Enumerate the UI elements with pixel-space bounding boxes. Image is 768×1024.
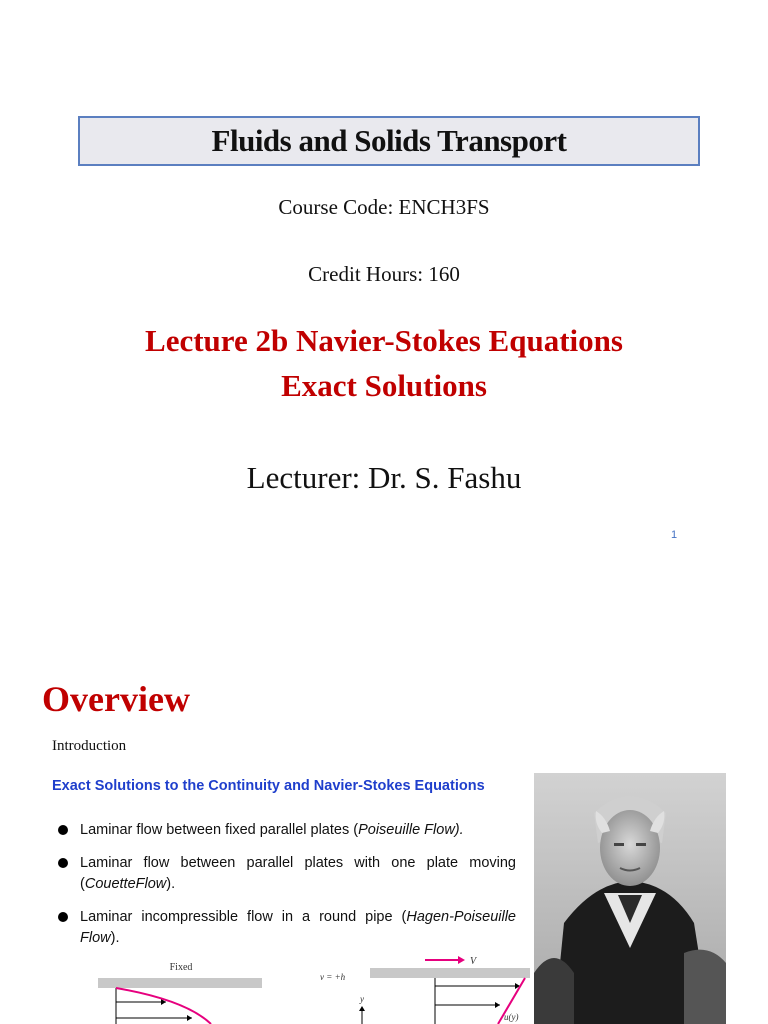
list-item: Laminar flow between parallel plates with one plate moving (CouetteFlow). (56, 853, 516, 895)
course-title: Fluids and Solids Transport (211, 123, 567, 158)
credit-hours: Credit Hours: 160 (308, 262, 460, 286)
introduction-label: Introduction (52, 738, 127, 754)
velocity-profile-curve (116, 988, 211, 1024)
list-item: Laminar flow between fixed parallel plates (Poiseuille Flow). (56, 820, 516, 841)
exact-solutions-subheading: Exact Solutions to the Continuity and Navier-Stokes Equations (52, 778, 485, 794)
bullet-icon (58, 858, 68, 868)
list-item: Laminar incompressible flow in a round pipe (Hagen-Poiseuille Flow). (56, 907, 516, 949)
poiseuille-flow-diagram (96, 960, 266, 1024)
overview-slide (0, 640, 768, 1024)
couette-flow-diagram (320, 950, 530, 1024)
topic-list (56, 820, 516, 961)
lecture-title-line-2: Exact Solutions (281, 368, 487, 403)
plate-velocity-label: V (470, 956, 477, 967)
lecturer-name: Lecturer: Dr. S. Fashu (246, 460, 522, 495)
bullet-icon (58, 825, 68, 835)
lecture-title-line-1: Lecture 2b Navier-Stokes Equations (145, 323, 623, 358)
page-number: 1 (671, 529, 678, 541)
course-code: Course Code: ENCH3FS (278, 195, 490, 219)
lecture-title (0, 318, 768, 408)
course-title-box (78, 116, 700, 166)
profile-label: u(y) (504, 1012, 519, 1022)
portrait-photo (534, 773, 726, 1024)
y-axis-label: y (360, 994, 364, 1004)
bullet-icon (58, 912, 68, 922)
overview-heading: Overview (42, 679, 190, 719)
plate-position-label: v = +h (320, 972, 346, 982)
fixed-plate-label: Fixed (169, 962, 193, 973)
